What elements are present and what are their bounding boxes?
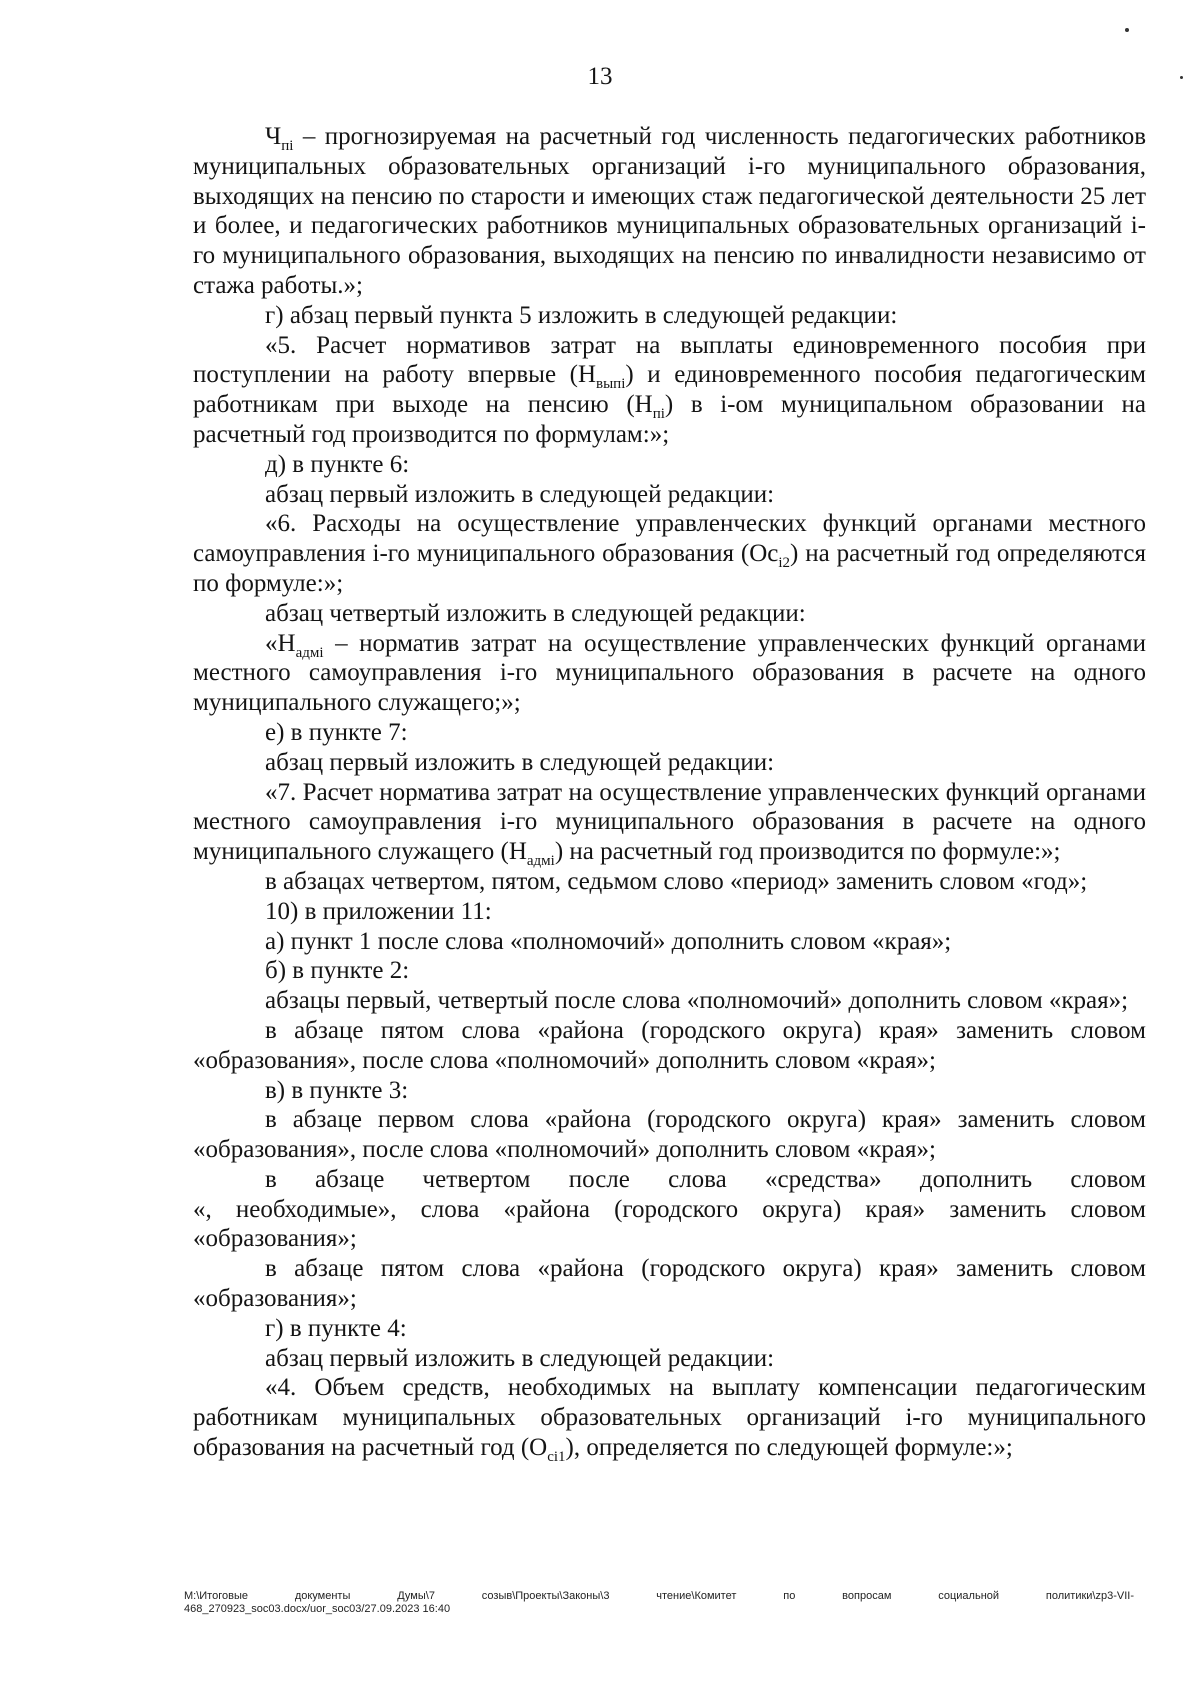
paragraph: в абзаце пятом слова «района (городского округа) края» заменить словом «образования», после слова «полномочий» дополнить словом «края»; — [193, 1016, 1146, 1074]
paragraph: в абзаце четвертом после слова «средства» дополнить словом — [265, 1165, 1146, 1193]
paragraph: б) в пункте 2: — [265, 957, 410, 985]
paragraph: «5. Расчет нормативов затрат на выплаты единовременного пособия при поступлении на работу впервые $(Н_{выпi})$ и единовременного пособия педагогическим работникам при выходе на пенсию $(Н_{пi})$ в i-ом муниципальном образовании на расчетный год производится по формулам:»; — [193, 331, 1146, 448]
paragraph: в абзацах четвертом, пятом, седьмом слово «период» заменить словом «год»; — [265, 867, 1088, 895]
paragraph: абзац первый изложить в следующей редакции: — [265, 480, 775, 508]
paragraph: а) пункт 1 после слова «полномочий» дополнить словом «края»; — [265, 927, 952, 955]
paragraph: «4. Объем средств, необходимых на выплату компенсации педагогическим работникам муниципальных образовательных организаций i-го муниципального образования на расчетный год $(О_{сi1})$, определяется по следующей формуле:»; — [193, 1374, 1146, 1466]
paragraph: е) в пункте 7: — [265, 718, 408, 746]
paragraph: д) в пункте 6: — [265, 450, 410, 478]
paragraph: абзац первый изложить в следующей редакции: — [265, 748, 775, 776]
footer-line-1: M:\Итоговые документы Думы\7 созыв\Проекты\Законы\3 чтение\Комитет по вопросам социальной политики\zp3-VII- — [184, 1590, 1134, 1602]
paragraph: г) в пункте 4: — [265, 1314, 407, 1342]
scan-speck — [1180, 76, 1183, 79]
paragraph: абзацы первый, четвертый после слова «полномочий» дополнить словом «края»; — [265, 987, 1129, 1015]
paragraph: в абзаце первом слова «района (городского округа) края» заменить словом «образования», после слова «полномочий» дополнить словом «края»; — [193, 1106, 1146, 1164]
scan-speck — [1125, 28, 1129, 32]
paragraph: «$Н_{адмi}$ – норматив затрат на осуществление управленческих функций органами местного самоуправления i-го муниципального образования в расчете на одного муниципального служащего;»; — [193, 629, 1146, 717]
paragraph: в) в пункте 3: — [265, 1076, 409, 1104]
paragraph: $Ч_{пi}$ – прогнозируемая на расчетный год численность педагогических работников муниципальных образовательных организаций i-го муниципального образования, выходящих на пенсию по старости и имеющих стаж педагогической деятельности 25 лет и более, и педагогических работников муниципальных образовательных организаций i-го муниципального образования, выходящих на пенсию по инвалидности независимо от стажа работы.»; — [193, 123, 1146, 299]
paragraph: абзац первый изложить в следующей редакции: — [265, 1344, 775, 1372]
paragraph: абзац четвертый изложить в следующей редакции: — [265, 599, 806, 627]
paragraph: в абзаце пятом слова «района (городского округа) края» заменить словом «образования»; — [193, 1255, 1146, 1313]
document-body — [193, 122, 1146, 1466]
page-number: 13 — [587, 63, 613, 90]
paragraph: «7. Расчет норматива затрат на осуществление управленческих функций органами местного самоуправления i-го муниципального образования в расчете на одного муниципального служащего $(Н_{адмi})$ на расчетный год производится по формуле:»; — [193, 778, 1146, 870]
paragraph: г) абзац первый пункта 5 изложить в следующей редакции: — [265, 301, 898, 329]
paragraph: 10) в приложении 11: — [265, 897, 492, 925]
file-path-footer — [184, 1590, 1134, 1616]
footer-line-2: 468_270923_soc03.docx/uor_soc03/27.09.2023 16:40 — [184, 1603, 451, 1615]
paragraph: «, необходимые», слова «района (городского округа) края» заменить словом «образования»; — [193, 1195, 1146, 1253]
paragraph: «6. Расходы на осуществление управленческих функций органами местного самоуправления i-го муниципального образования $(Ос_{i2})$ на расчетный год определяются по формуле:»; — [193, 510, 1146, 597]
